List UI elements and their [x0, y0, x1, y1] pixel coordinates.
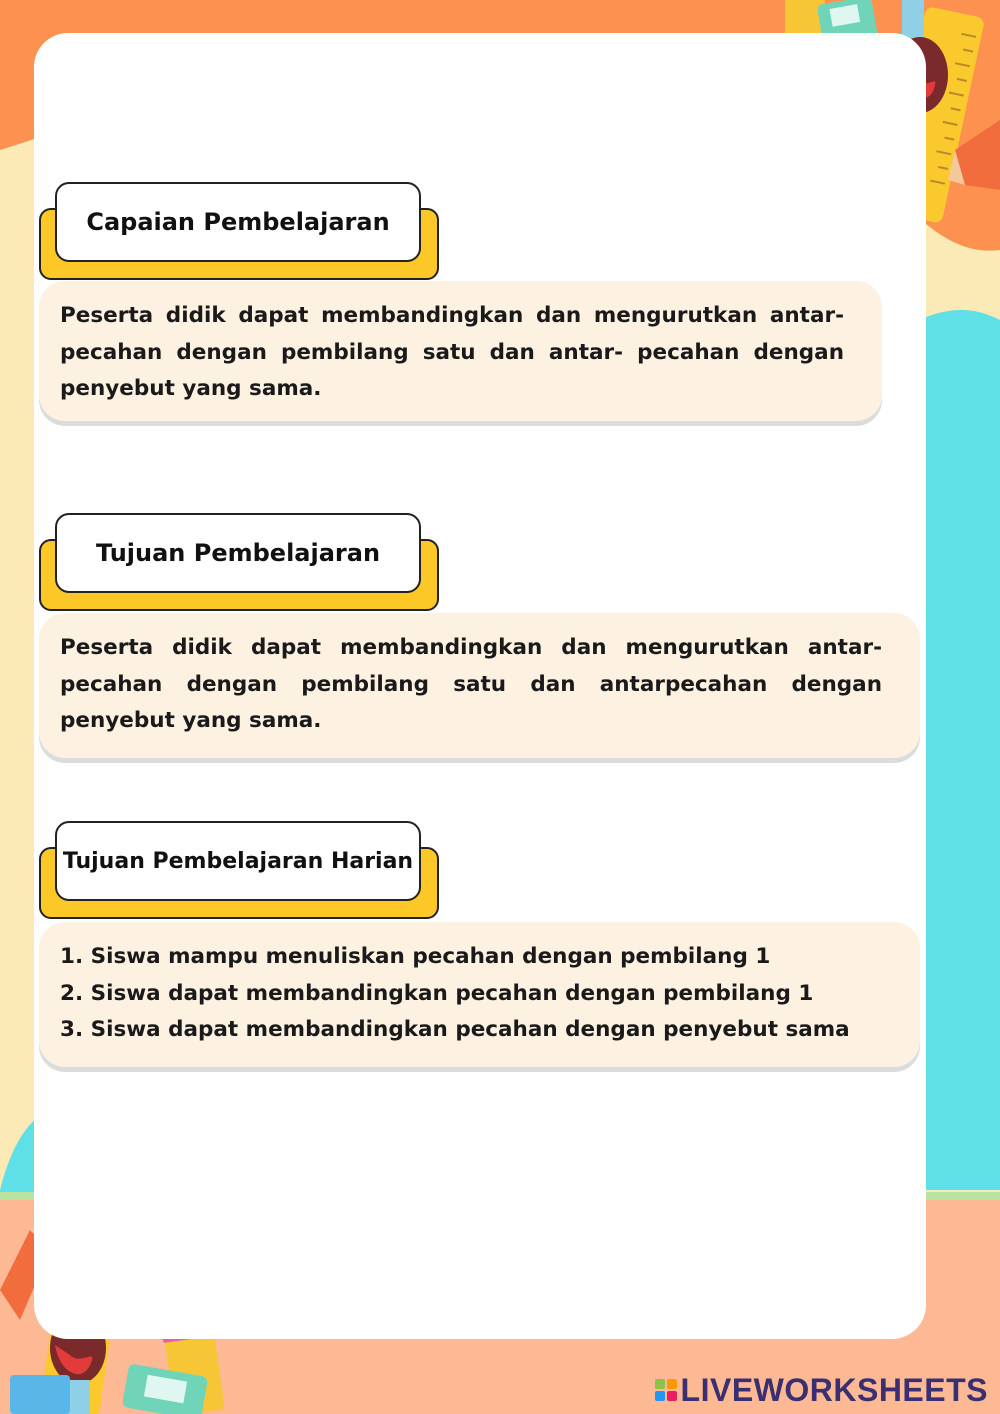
section-heading-tujuan — [39, 513, 439, 609]
eraser-icon — [10, 1375, 70, 1414]
brand-name: LIVEWORKSHEETS — [680, 1371, 988, 1408]
list-item: 1. Siswa mampu menuliskan pecahan dengan pembilang 1 — [60, 944, 771, 969]
liveworksheets-brand — [655, 1373, 988, 1407]
heading-label: Capaian Pembelajaran — [55, 182, 421, 262]
section-heading-capaian — [39, 182, 439, 278]
liveworksheets-logo-icon — [655, 1379, 677, 1401]
section-heading-tujuan-harian — [39, 821, 439, 917]
section-body-capaian: Peserta didik dapat membandingkan dan mengurutkan antar-pecahan dengan pembilang satu dan antar- pecahan dengan penyebut yang sama. — [39, 281, 882, 421]
section-body-tujuan: Peserta didik dapat membandingkan dan mengurutkan antar-pecahan dengan pembilang satu dan antarpecahan dengan penyebut yang sama. — [39, 613, 920, 758]
daily-objectives-list — [39, 922, 920, 1067]
list-item: 2. Siswa dapat membandingkan pecahan dengan pembilang 1 — [60, 980, 814, 1006]
heading-label: Tujuan Pembelajaran Harian — [55, 821, 421, 901]
list-item: 3. Siswa dapat membandingkan pecahan dengan penyebut sama — [60, 1017, 850, 1042]
heading-label: Tujuan Pembelajaran — [55, 513, 421, 593]
